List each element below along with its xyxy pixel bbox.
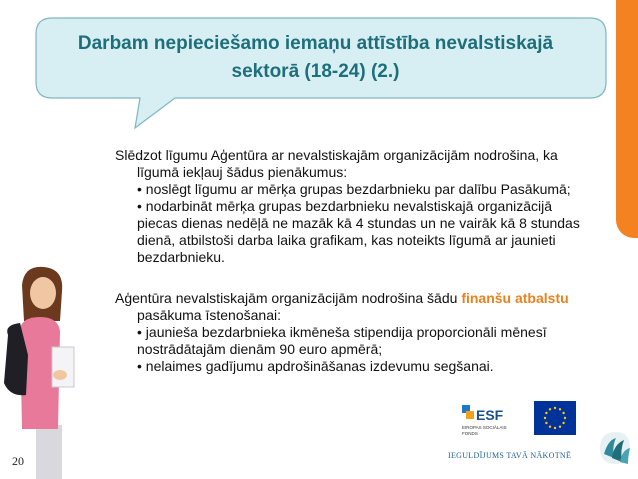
page-number: 20 <box>12 454 24 468</box>
footer-slogan: IEGULDĪJUMS TAVĀ NĀKOTNĒ <box>448 451 572 460</box>
bullet-item: • noslēgt līgumu ar mērķa grupas bezdarbnieku par dalību Pasākumā; <box>137 181 571 197</box>
title-line-1: Darbam nepieciešamo iemaņu attīstība nevalstiskajā <box>77 33 554 54</box>
esf-logo-text: ESF <box>476 407 504 423</box>
text-line: pasākuma īstenošanai: <box>137 307 281 323</box>
highlight-finansu-atbalstu: finanšu atbalstu <box>461 290 569 306</box>
bullet-item: • jaunieša bezdarbnieka ikmēneša stipendija proporcionāli mēnesī <box>137 324 547 340</box>
text-line: bezdarbnieku. <box>137 249 225 265</box>
bullet-item: • nelaimes gadījumu apdrošināšanas izdevumu segšanai. <box>137 358 494 374</box>
text-line: piecas dienas nedēļā ne mazāk kā 4 stundas un ne vairāk kā 8 stundas <box>137 215 580 231</box>
esf-logo <box>460 401 508 439</box>
student-illustration <box>0 265 110 479</box>
text-line: dienā, atbilstoši darba laika grafikam, kas noteikts līgumā ar jaunieti <box>137 232 556 248</box>
esf-logo-subtitle: EIROPAS SOCIĀLAIS <box>462 425 507 430</box>
slide-title <box>38 30 593 86</box>
title-line-2: sektorā (18-24) (2.) <box>231 61 400 82</box>
paragraph-financial-support <box>115 290 605 375</box>
text-line: Slēdzot līgumu Aģentūra ar nevalstiskajām organizācijām nodrošina, ka <box>115 147 558 163</box>
paragraph-obligations <box>115 147 605 266</box>
hand-logo-icon <box>596 428 634 468</box>
text-line <box>115 290 605 307</box>
bullet-item: • nodarbināt mērķa grupas bezdarbnieku nevalstiskajā organizācijā <box>137 198 553 214</box>
text-line: nostrādātajām dienām 90 euro apmērā; <box>137 341 383 357</box>
eu-flag-icon <box>534 401 576 435</box>
text-span: Aģentūra nevalstiskajām organizācijām nodrošina šādu <box>115 290 462 306</box>
esf-logo-subtitle: FONDS <box>462 431 478 436</box>
text-line: līgumā iekļauj šādus pienākumus: <box>137 164 348 180</box>
